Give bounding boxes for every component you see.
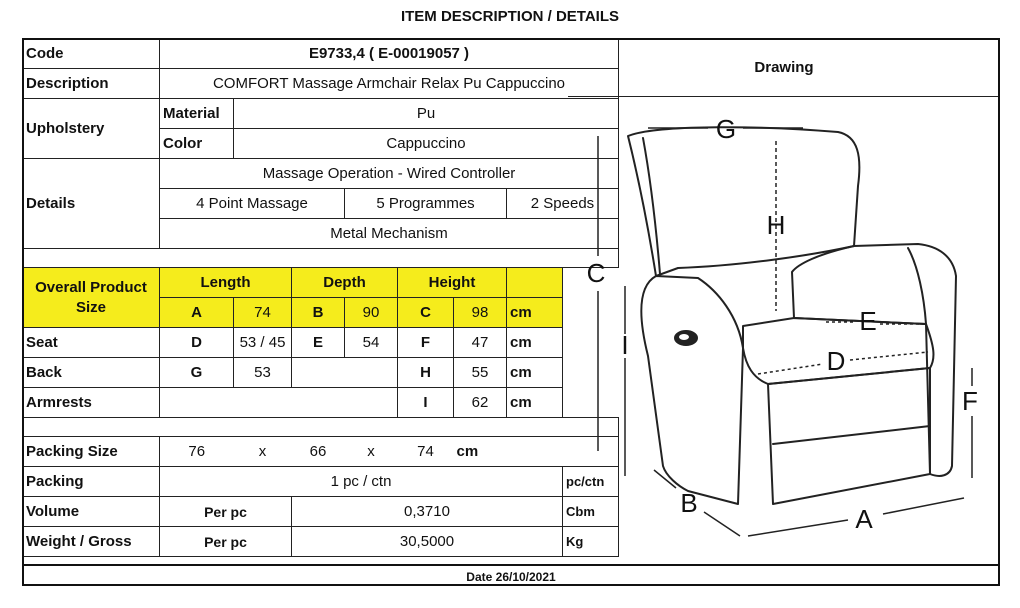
armchair-drawing — [568, 96, 1000, 564]
spacer-row — [23, 249, 619, 268]
dim-g-key: G — [160, 358, 234, 388]
dim-i-letter: I — [621, 330, 629, 360]
armrests-unit: cm — [507, 388, 563, 418]
chair-left-arm — [641, 276, 743, 504]
packing-size-label: Packing Size — [23, 437, 160, 467]
dim-d-value: 53 / 45 — [234, 328, 292, 358]
dim-a-key: A — [160, 298, 234, 328]
dim-d-key: D — [160, 328, 234, 358]
depth-header: Depth — [292, 268, 398, 298]
weight-unit: Kg — [563, 527, 619, 557]
packing-length: 76 — [160, 437, 234, 467]
overall-size-label: Overall Product Size — [23, 268, 160, 328]
details-mechanism: Metal Mechanism — [160, 219, 619, 249]
dim-c-value: 98 — [454, 298, 507, 328]
volume-value: 0,3710 — [292, 497, 563, 527]
dim-b-value: 90 — [345, 298, 398, 328]
dim-f-value: 47 — [454, 328, 507, 358]
packing-width: 66 — [292, 437, 345, 467]
document-title: ITEM DESCRIPTION / DETAILS — [400, 8, 620, 25]
dim-c-key: C — [398, 298, 454, 328]
code-value: E9733,4 ( E-00019057 ) — [160, 39, 619, 69]
dim-c-letter: C — [586, 258, 606, 288]
description-label: Description — [23, 69, 160, 99]
dim-b-key: B — [292, 298, 345, 328]
length-header: Length — [160, 268, 292, 298]
dim-e-letter: E — [859, 306, 877, 336]
dim-a-letter: A — [855, 504, 873, 534]
back-empty — [292, 358, 398, 388]
details-programmes: 5 Programmes — [345, 189, 507, 219]
overall-unit: cm — [507, 298, 563, 328]
dim-h-value: 55 — [454, 358, 507, 388]
chair-right-arm — [792, 244, 956, 476]
material-label: Material — [160, 99, 234, 129]
dim-i-value: 62 — [454, 388, 507, 418]
packing-value: 1 pc / ctn — [160, 467, 563, 497]
packing-unit: pc/ctn — [563, 467, 619, 497]
dim-f-letter: F — [962, 386, 978, 416]
packing-label: Packing — [23, 467, 160, 497]
details-massage-points: 4 Point Massage — [160, 189, 345, 219]
volume-label: Volume — [23, 497, 160, 527]
volume-per: Per pc — [160, 497, 292, 527]
upholstery-label: Upholstery — [23, 99, 160, 159]
dim-e-key: E — [292, 328, 345, 358]
dim-f-key: F — [398, 328, 454, 358]
color-label: Color — [160, 129, 234, 159]
spec-table — [22, 38, 619, 557]
seat-unit: cm — [507, 328, 563, 358]
weight-value: 30,5000 — [292, 527, 563, 557]
dim-g-value: 53 — [234, 358, 292, 388]
dim-d-letter: D — [826, 346, 846, 376]
armrests-label: Armrests — [23, 388, 160, 418]
description-value: COMFORT Massage Armchair Relax Pu Cappuccino — [160, 69, 619, 99]
back-label: Back — [23, 358, 160, 388]
volume-unit: Cbm — [563, 497, 619, 527]
material-value: Pu — [234, 99, 619, 129]
weight-label: Weight / Gross — [23, 527, 160, 557]
code-label: Code — [23, 39, 160, 69]
dim-h-letter: H — [766, 210, 786, 240]
dim-a-value: 74 — [234, 298, 292, 328]
blank-header — [507, 268, 563, 298]
spacer-row-2 — [23, 418, 619, 437]
back-unit: cm — [507, 358, 563, 388]
weight-per: Per pc — [160, 527, 292, 557]
dim-i-key: I — [398, 388, 454, 418]
dim-h-key: H — [398, 358, 454, 388]
packing-height: 74 — [398, 437, 454, 467]
chair-right-arm-inner — [908, 248, 926, 324]
packing-x-1: x — [234, 437, 292, 467]
color-value: Cappuccino — [234, 129, 619, 159]
height-header: Height — [398, 268, 507, 298]
dim-e-value: 54 — [345, 328, 398, 358]
chair-base-line — [773, 426, 930, 444]
seat-label: Seat — [23, 328, 160, 358]
date-footer: Date 26/10/2021 — [22, 564, 1000, 586]
dim-g-letter: G — [715, 114, 737, 144]
details-label: Details — [23, 159, 160, 249]
armrests-empty — [160, 388, 398, 418]
dim-b-letter: B — [680, 488, 698, 518]
drawing-header: Drawing — [568, 38, 1000, 97]
packing-x-2: x — [345, 437, 398, 467]
details-line-1: Massage Operation - Wired Controller — [160, 159, 619, 189]
packing-size-unit: cm — [454, 437, 507, 467]
details-speeds: 2 Speeds — [507, 189, 619, 219]
